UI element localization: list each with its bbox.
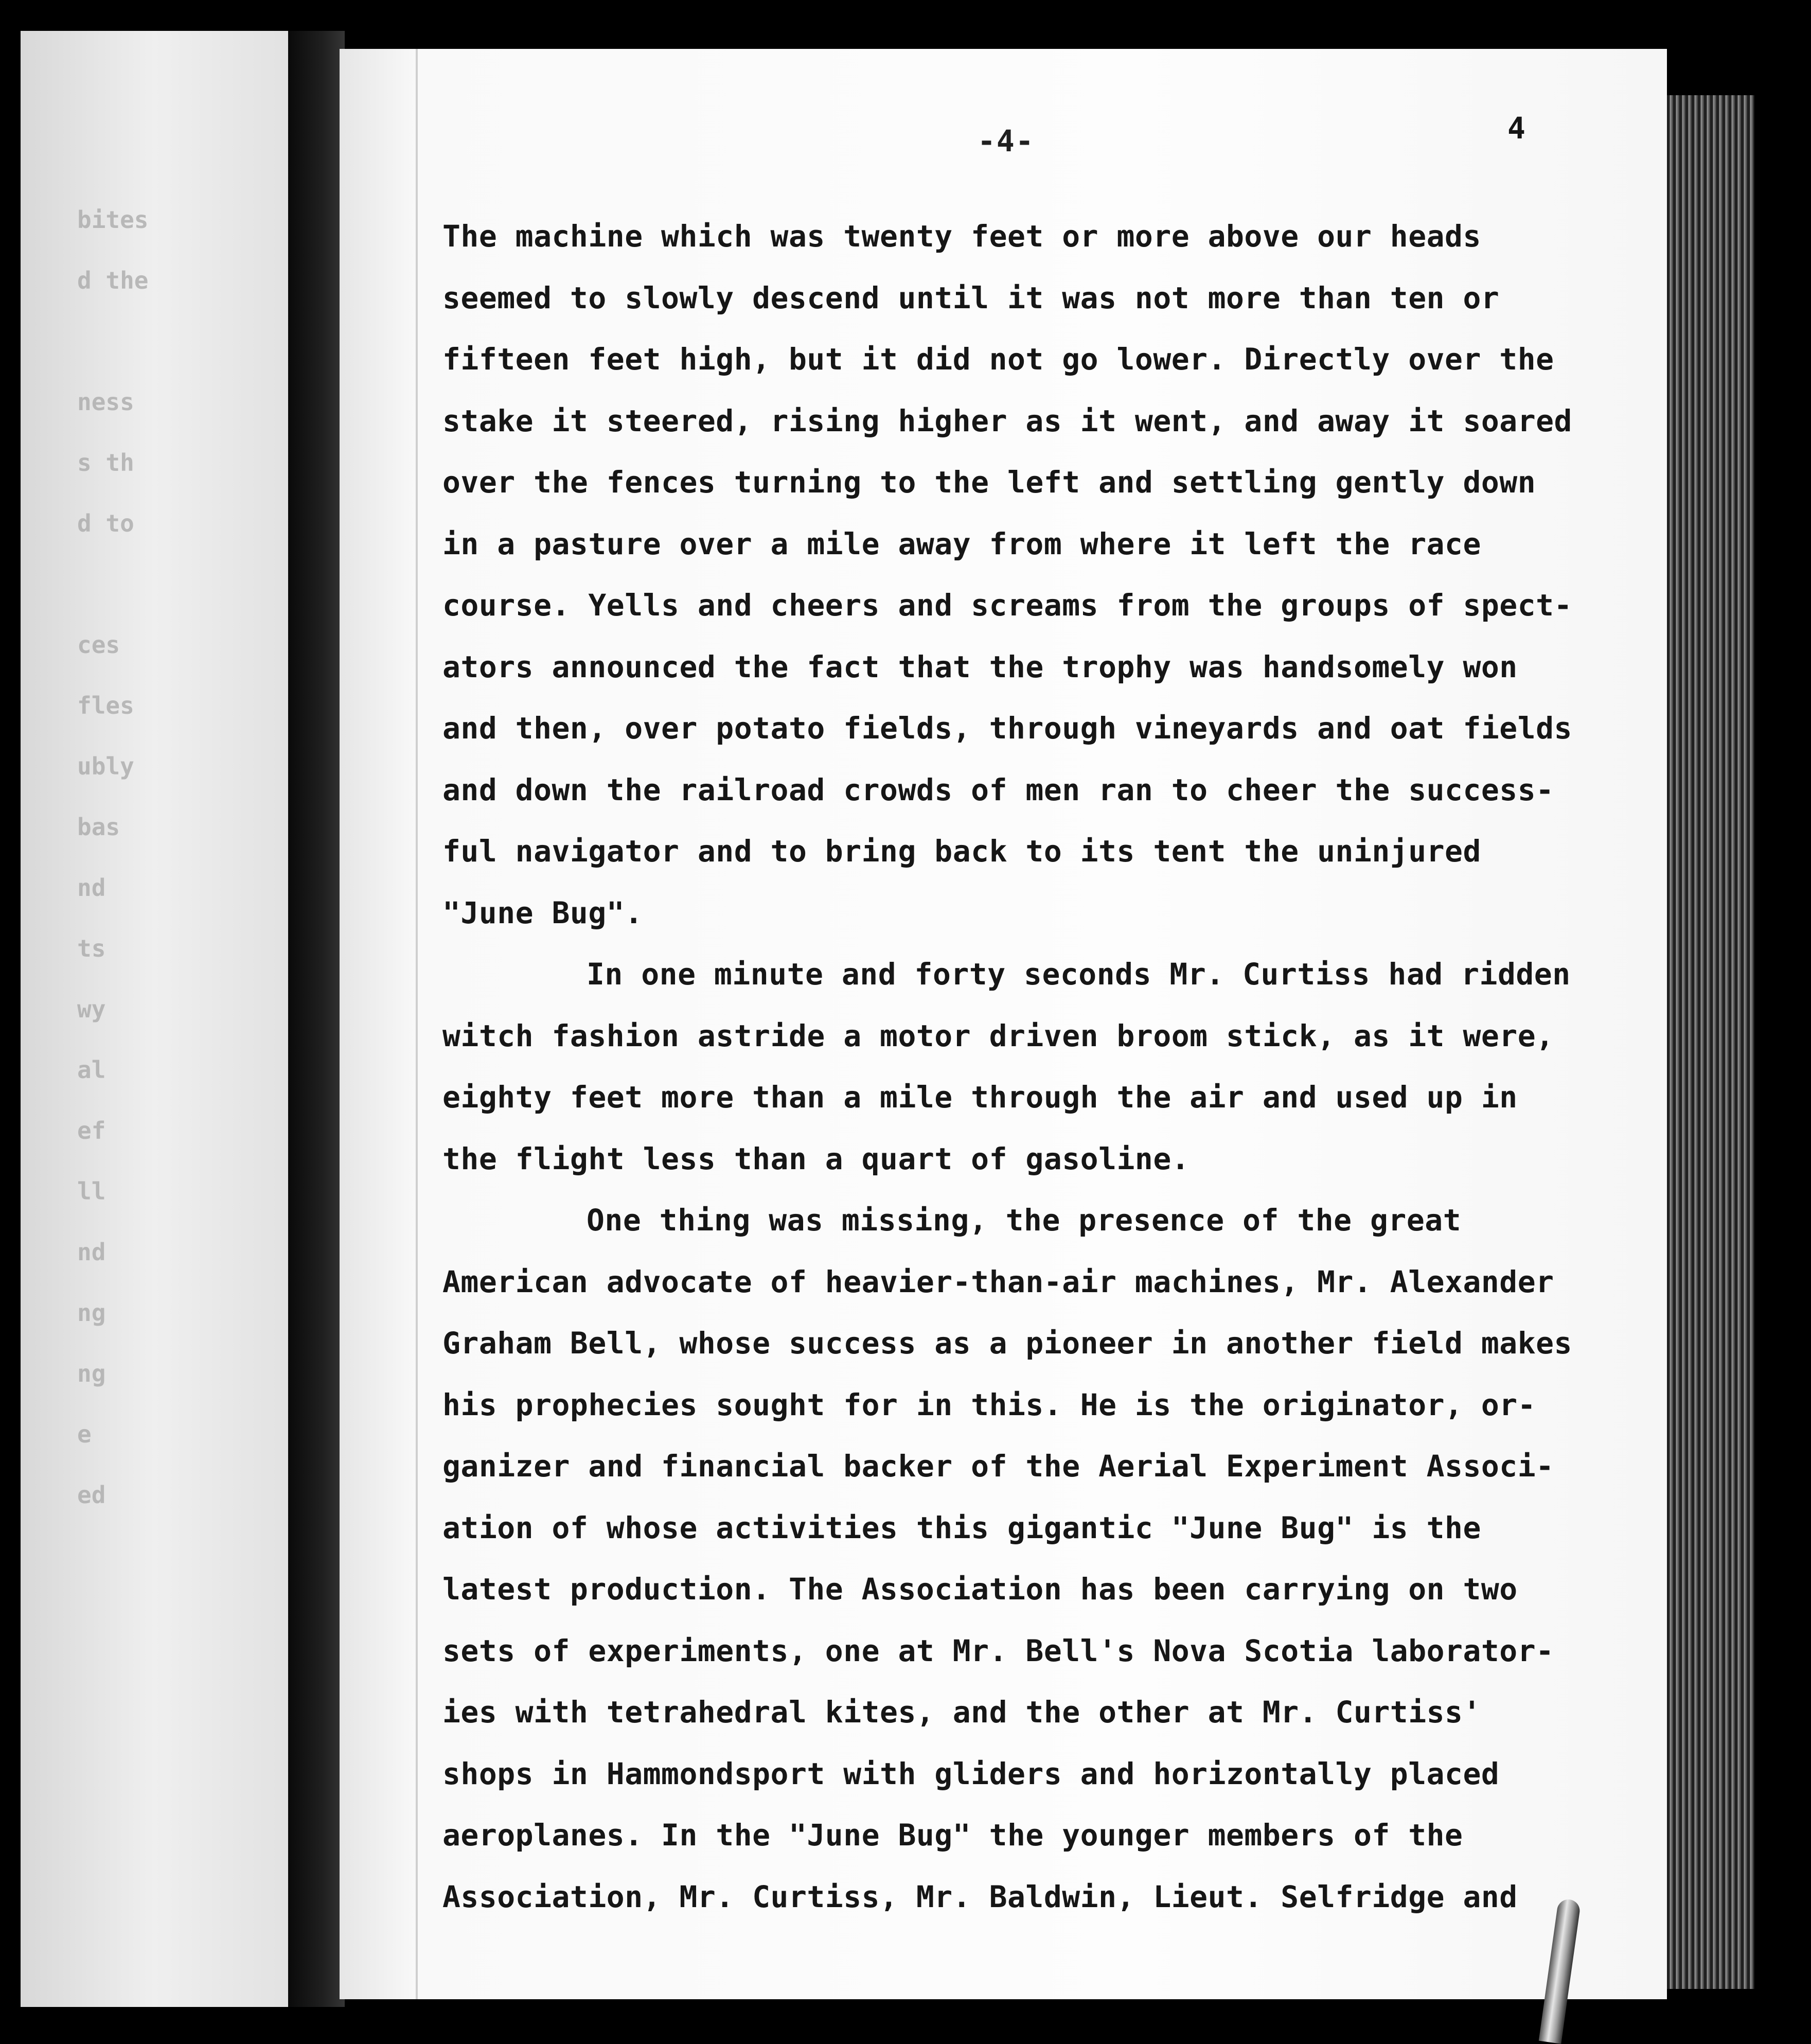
text-line: ies with tetrahedral kites, and the other at Mr. Curtiss' bbox=[442, 1695, 1481, 1730]
facing-page-text-fragment: d the bbox=[77, 267, 149, 294]
facing-page-text-fragment: ef bbox=[77, 1117, 106, 1144]
facing-page-text-fragment: ll bbox=[77, 1177, 106, 1205]
text-line: shops in Hammondsport with gliders and horizontally placed bbox=[442, 1756, 1500, 1791]
text-line: over the fences turning to the left and settling gently down bbox=[442, 465, 1536, 500]
facing-page-text-fragment: ubly bbox=[77, 752, 134, 780]
facing-page bbox=[21, 31, 288, 2007]
facing-page-text-fragment: ed bbox=[77, 1481, 106, 1509]
text-line: seemed to slowly descend until it was not more than ten or bbox=[442, 280, 1500, 315]
text-line: sets of experiments, one at Mr. Bell's Nova Scotia laborator- bbox=[442, 1633, 1554, 1668]
facing-page-text-fragment: ness bbox=[77, 388, 134, 416]
facing-page-text-fragment: wy bbox=[77, 995, 106, 1023]
typed-body-text bbox=[442, 206, 1626, 1928]
text-line: stake it steered, rising higher as it went, and away it soared bbox=[442, 403, 1572, 438]
facing-page-text-fragment: ts bbox=[77, 935, 106, 962]
text-line: and down the railroad crowds of men ran to cheer the success- bbox=[442, 772, 1554, 807]
margin-rule bbox=[416, 49, 418, 1999]
facing-page-text-fragment: fles bbox=[77, 692, 134, 719]
book-gutter bbox=[288, 31, 345, 2007]
facing-page-text-fragment: s th bbox=[77, 449, 134, 477]
facing-page-text-fragment: ng bbox=[77, 1360, 106, 1387]
text-line: course. Yells and cheers and screams from the groups of spect- bbox=[442, 588, 1572, 623]
facing-page-text-fragment: ng bbox=[77, 1299, 106, 1327]
text-line: eighty feet more than a mile through the air and used up in bbox=[442, 1080, 1518, 1115]
facing-page-text-fragment: al bbox=[77, 1056, 106, 1084]
text-line: in a pasture over a mile away from where it left the race bbox=[442, 526, 1481, 561]
text-line: The machine which was twenty feet or more above our heads bbox=[442, 219, 1481, 254]
text-line: his prophecies sought for in this. He is the originator, or- bbox=[442, 1387, 1536, 1422]
facing-page-text-fragment: d to bbox=[77, 509, 134, 537]
facing-page-text-fragment: nd bbox=[77, 874, 106, 902]
text-line: ation of whose activities this gigantic "June Bug" is the bbox=[442, 1510, 1481, 1545]
text-line: "June Bug". bbox=[442, 895, 643, 930]
text-line: Graham Bell, whose success as a pioneer in another field makes bbox=[442, 1326, 1572, 1361]
text-line: ators announced the fact that the trophy was handsomely won bbox=[442, 649, 1518, 684]
text-line: the flight less than a quart of gasoline. bbox=[442, 1141, 1190, 1176]
text-line: One thing was missing, the presence of the great bbox=[587, 1203, 1462, 1238]
facing-page-text-fragment: nd bbox=[77, 1238, 106, 1266]
page-header-marker: -4- bbox=[978, 124, 1035, 158]
page-number: 4 bbox=[1507, 111, 1525, 146]
text-line: In one minute and forty seconds Mr. Curtiss had ridden bbox=[587, 957, 1571, 992]
text-line: witch fashion astride a motor driven broom stick, as it were, bbox=[442, 1018, 1554, 1053]
facing-page-text-fragment: bites bbox=[77, 206, 149, 234]
text-line: Association, Mr. Curtiss, Mr. Baldwin, Lieut. Selfridge and bbox=[442, 1879, 1518, 1914]
text-line: American advocate of heavier-than-air machines, Mr. Alexander bbox=[442, 1264, 1554, 1299]
facing-page-text-fragment: e bbox=[77, 1420, 92, 1448]
facing-page-text-fragment: ces bbox=[77, 631, 120, 659]
text-line: aeroplanes. In the "June Bug" the younger members of the bbox=[442, 1818, 1463, 1853]
book-page-edges bbox=[1667, 95, 1754, 1989]
text-line: ganizer and financial backer of the Aerial Experiment Associ- bbox=[442, 1449, 1554, 1484]
text-line: ful navigator and to bring back to its tent the uninjured bbox=[442, 834, 1481, 869]
facing-page-text-fragment: bas bbox=[77, 813, 120, 841]
text-line: fifteen feet high, but it did not go lower. Directly over the bbox=[442, 342, 1554, 377]
text-line: latest production. The Association has been carrying on two bbox=[442, 1572, 1518, 1607]
text-line: and then, over potato fields, through vineyards and oat fields bbox=[442, 711, 1572, 746]
